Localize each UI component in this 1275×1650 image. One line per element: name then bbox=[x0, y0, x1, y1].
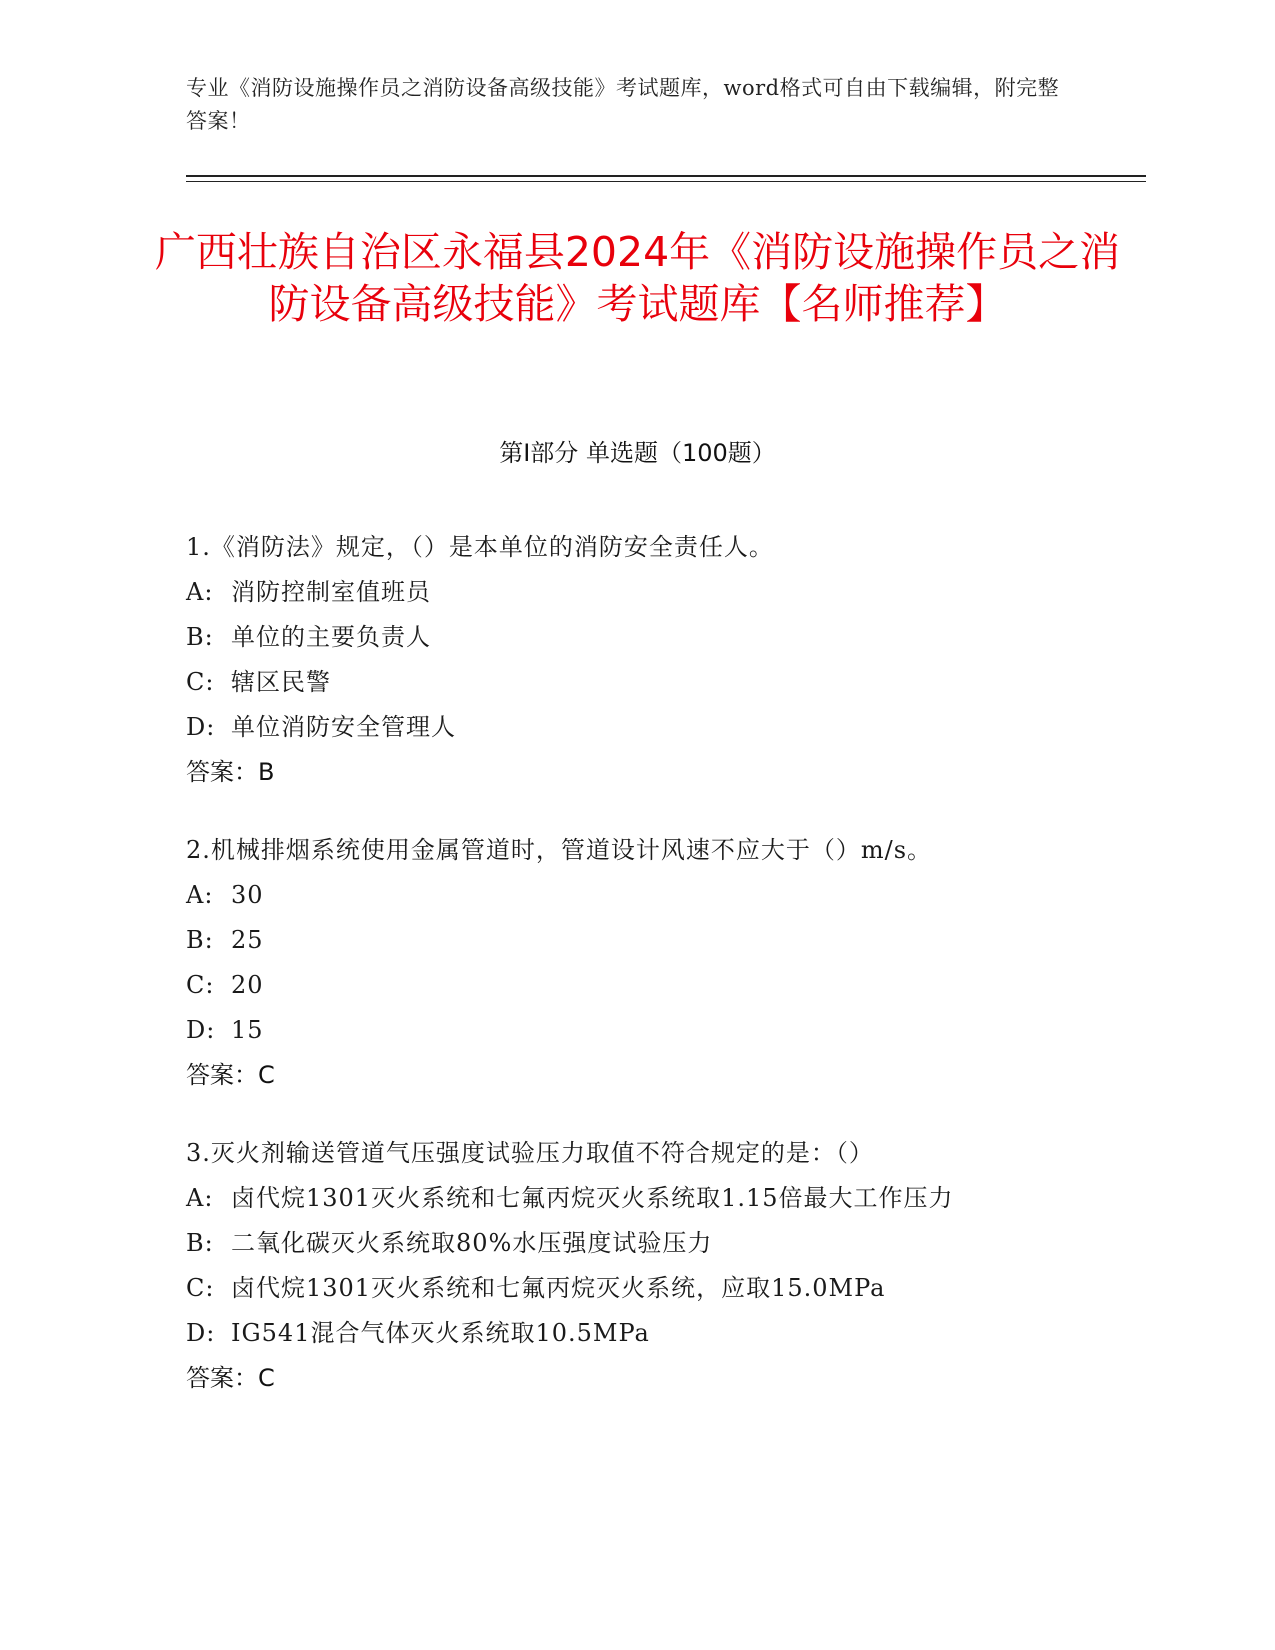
option-a bbox=[186, 570, 1146, 615]
answer: 答案：B bbox=[186, 758, 275, 786]
option-letter: C: bbox=[186, 1274, 215, 1302]
option-b bbox=[186, 615, 1146, 660]
option-letter: B: bbox=[186, 1229, 214, 1257]
option-text: 单位的主要负责人 bbox=[231, 623, 431, 651]
option-letter: A: bbox=[186, 578, 214, 606]
option-letter: C: bbox=[186, 971, 215, 999]
header-rule-thin bbox=[186, 181, 1146, 182]
option-a bbox=[186, 873, 1146, 918]
question-list bbox=[186, 525, 1146, 1434]
question-1 bbox=[186, 525, 1146, 795]
option-d bbox=[186, 1311, 1146, 1356]
question-stem: 3.灭火剂输送管道气压强度试验压力取值不符合规定的是：（） bbox=[186, 1139, 874, 1167]
header-note: 专业《消防设施操作员之消防设备高级技能》考试题库，word格式可自由下载编辑，附完整答案！ bbox=[186, 76, 1060, 133]
option-text: IG541混合气体灭火系统取10.5MPa bbox=[231, 1319, 650, 1347]
option-letter: B: bbox=[186, 926, 214, 954]
option-letter: A: bbox=[186, 1184, 214, 1212]
option-letter: C: bbox=[186, 668, 215, 696]
option-text: 30 bbox=[231, 881, 264, 909]
option-text: 二氧化碳灭火系统取80%水压强度试验压力 bbox=[231, 1229, 713, 1257]
option-c bbox=[186, 1266, 1146, 1311]
option-d bbox=[186, 1008, 1146, 1053]
option-b bbox=[186, 918, 1146, 963]
option-text: 卤代烷1301灭火系统和七氟丙烷灭火系统，应取15.0MPa bbox=[231, 1274, 886, 1302]
question-stem: 2.机械排烟系统使用金属管道时，管道设计风速不应大于（）m/s。 bbox=[186, 836, 933, 864]
option-text: 单位消防安全管理人 bbox=[231, 713, 456, 741]
option-letter: B: bbox=[186, 623, 214, 651]
option-text: 辖区民警 bbox=[231, 668, 331, 696]
option-d bbox=[186, 705, 1146, 750]
section-heading: 第I部分 单选题（100题） bbox=[499, 439, 776, 467]
option-text: 25 bbox=[231, 926, 264, 954]
answer: 答案：C bbox=[186, 1364, 275, 1392]
option-letter: D: bbox=[186, 1319, 216, 1347]
question-2 bbox=[186, 828, 1146, 1098]
option-letter: D: bbox=[186, 1016, 216, 1044]
answer: 答案：C bbox=[186, 1061, 275, 1089]
option-c bbox=[186, 963, 1146, 1008]
option-letter: D: bbox=[186, 713, 216, 741]
question-3 bbox=[186, 1131, 1146, 1401]
option-text: 15 bbox=[231, 1016, 264, 1044]
option-letter: A: bbox=[186, 881, 214, 909]
option-text: 消防控制室值班员 bbox=[231, 578, 431, 606]
option-text: 20 bbox=[231, 971, 264, 999]
option-b bbox=[186, 1221, 1146, 1266]
option-text: 卤代烷1301灭火系统和七氟丙烷灭火系统取1.15倍最大工作压力 bbox=[231, 1184, 954, 1212]
header-rule-thick bbox=[186, 175, 1146, 177]
question-stem: 1.《消防法》规定，（）是本单位的消防安全责任人。 bbox=[186, 533, 774, 561]
option-a bbox=[186, 1176, 1146, 1221]
document-title: 广西壮族自治区永福县2024年《消防设施操作员之消防设备高级技能》考试题库【名师推荐】 bbox=[154, 228, 1121, 328]
option-c bbox=[186, 660, 1146, 705]
